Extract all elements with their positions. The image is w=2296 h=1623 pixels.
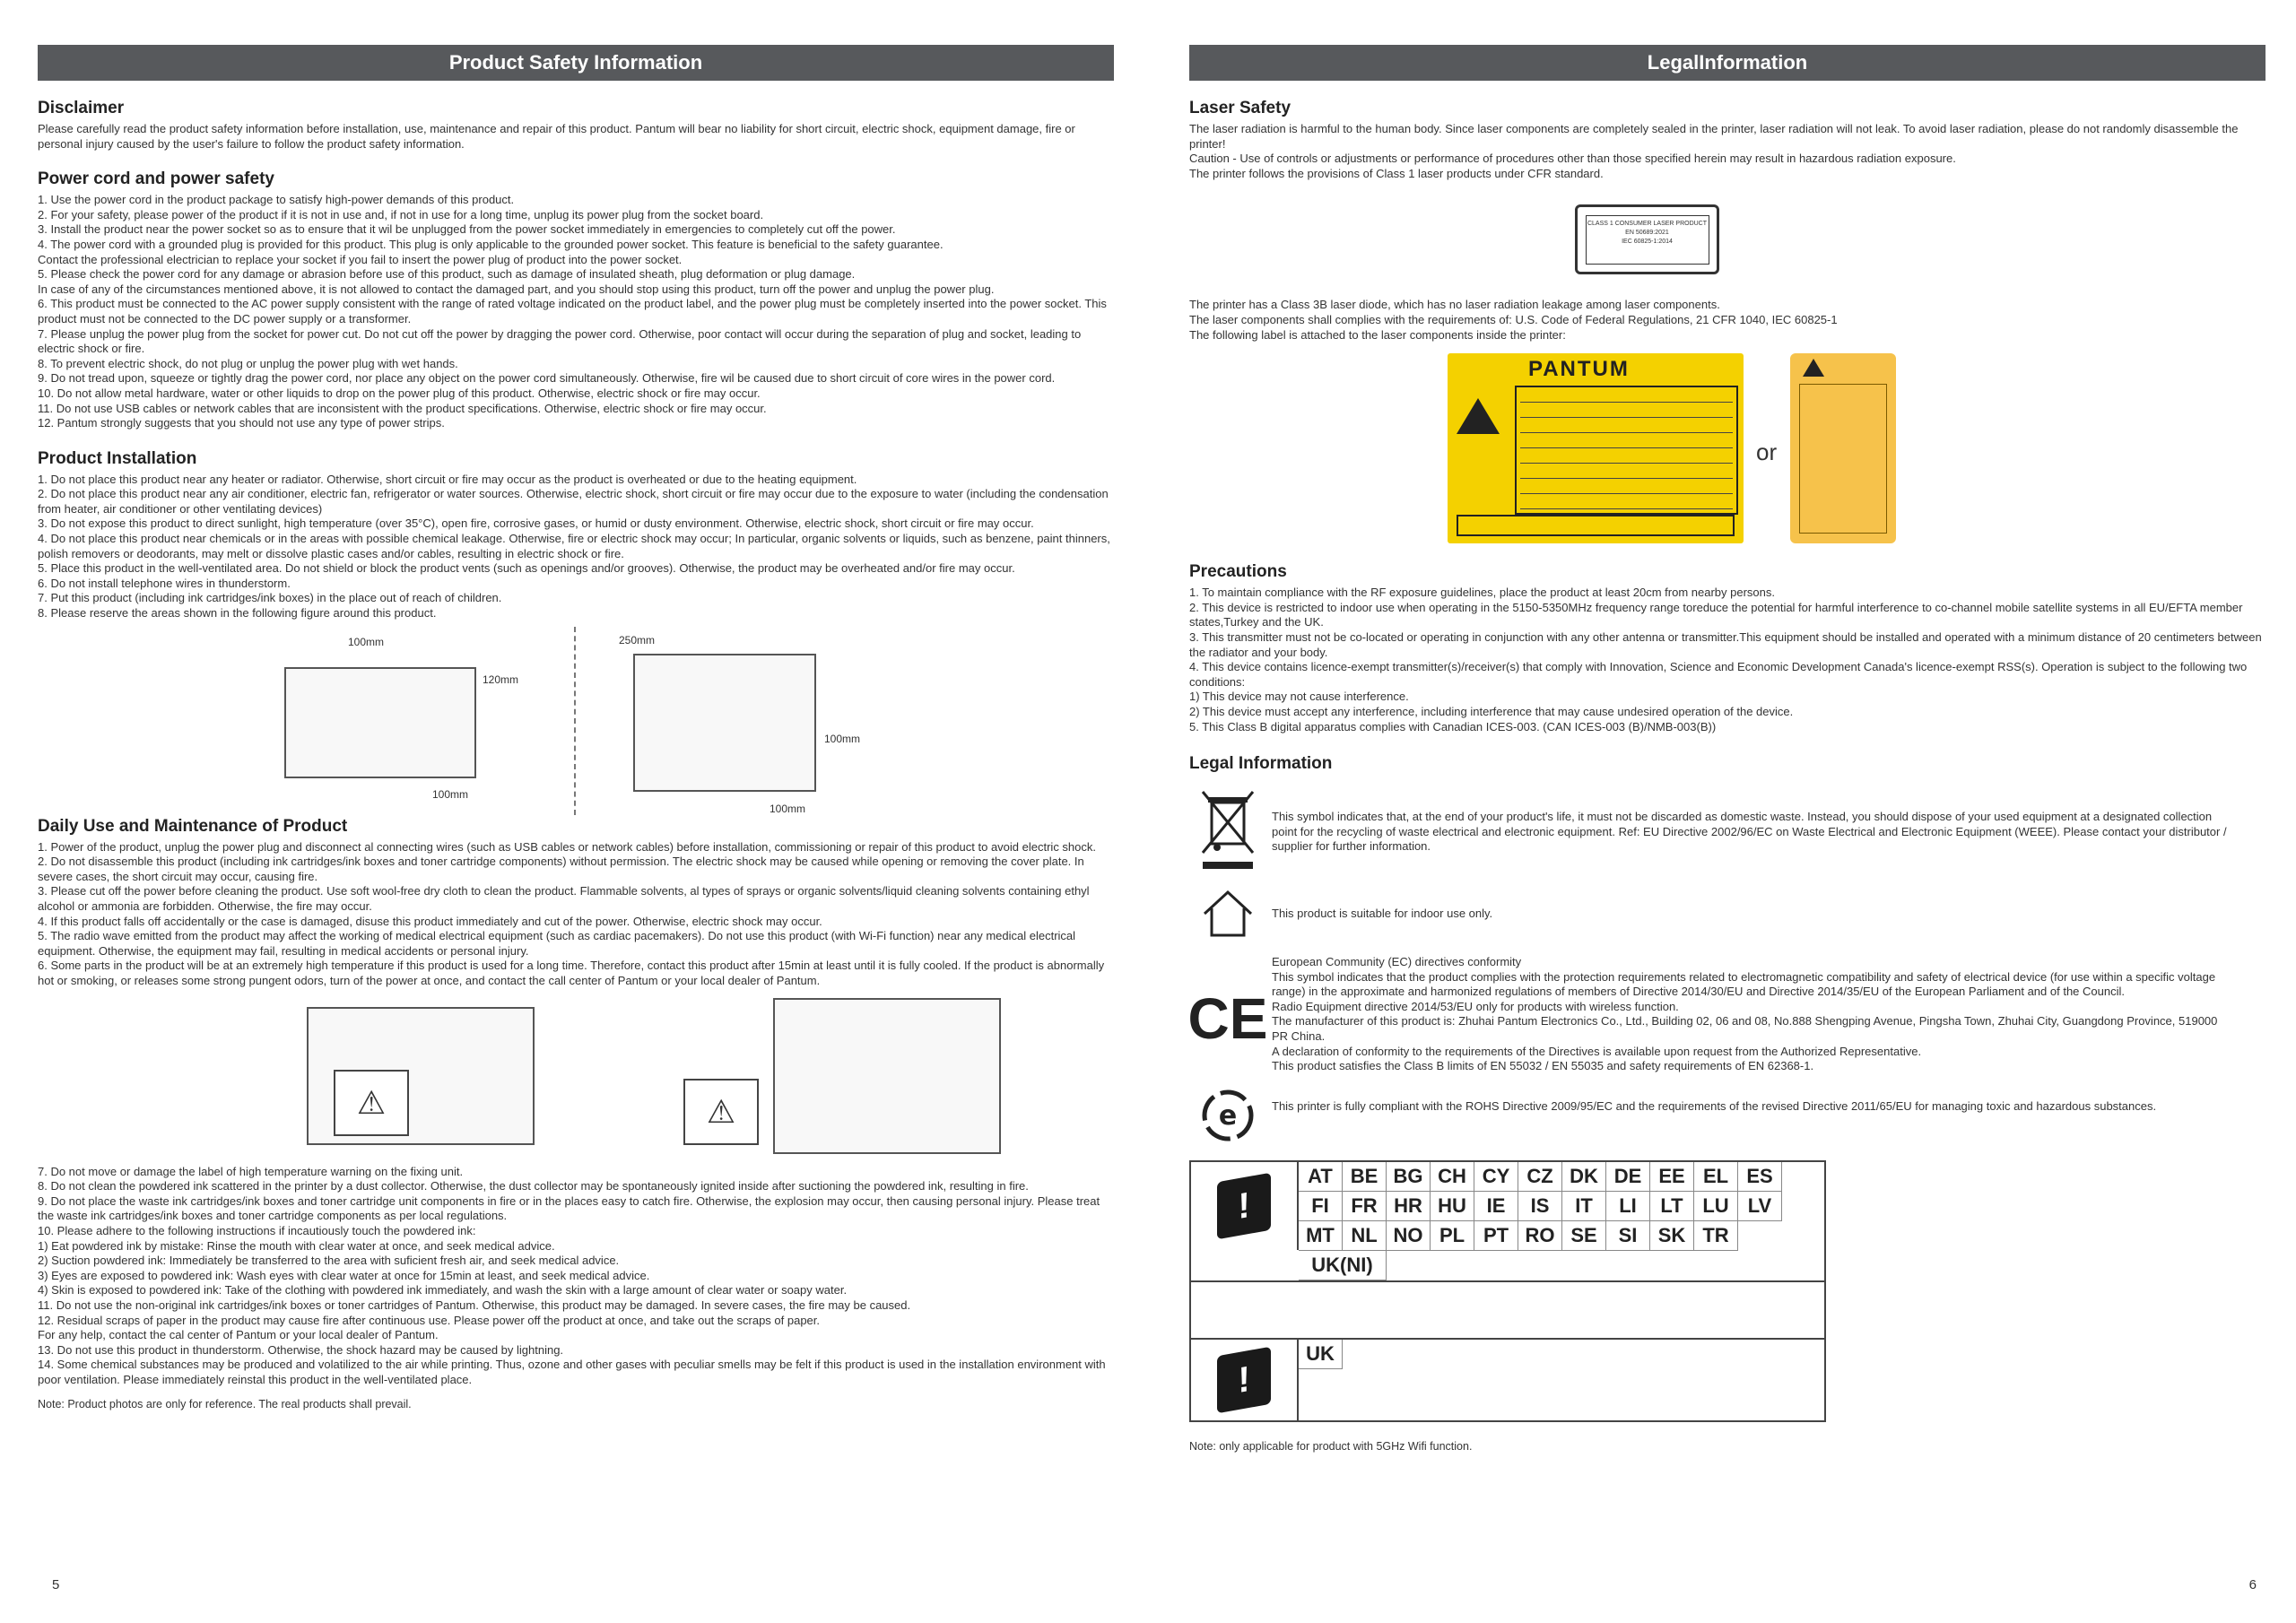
precaution-line: 4. This device contains licence-exempt transmitter(s)/receiver(s) that comply with Innovation, Science and Economic Development Canada's licence-exempt RSS(s). Operation is subject to the following two conditions: [1189,660,2248,689]
house-icon [1189,889,1266,939]
precaution-line: 5. This Class B digital apparatus complies with Canadian ICES-003. (CAN ICES-003 (B)/NMB-003(B)) [1189,719,1717,733]
country-code: HU [1431,1192,1474,1221]
clearance-figure [38,627,1114,815]
country-code: BE [1343,1162,1387,1192]
installation-line: 1. Do not place this product near any heater or radiator. Otherwise, short circuit or fire may occur as the product is overheated or due to the heating equipment. [38,472,857,486]
rohs-row [1189,1087,2266,1144]
laser-line: The printer has a Class 3B laser diode, which has no laser radiation leakage among laser components. [1189,298,1720,312]
laser-warning-label [1448,353,1744,543]
country-row-eu [1191,1162,1824,1282]
class1-label-line: IEC 60825-1:2014 [1622,238,1673,245]
laser-line: The printer follows the provisions of Class 1 laser products under CFR standard. [1189,166,1604,180]
daily-line: 5. The radio wave emitted from the product may affect the working of medical electrical equipment (such as cardiac pacemakers). Do not use this product (with Wi-Fi function) near any medical electrical equipment. Otherwise, the equipment may fail, resulting in medical accidents or personal injury. [38,929,1076,958]
power-line: 8. To prevent electric shock, do not plug or unplug the power plug with wet hands. [38,356,458,370]
ce-text [1272,955,2231,1074]
indoor-text: This product is suitable for indoor use only. [1272,907,1493,921]
daily-line: 9. Do not place the waste ink cartridges/ink boxes and toner cartridge unit components in fire or in the places easy to catch fire. Otherwise, the explosion may occur, then causing personal injury. Please treat the waste ink cartridges/ink boxes and toner cartridge components as per local regulations. [38,1193,1100,1223]
laser-title: Laser Safety [1189,99,1292,117]
wifi-note: Note: only applicable for product with 5GHz Wifi function. [1189,1439,1473,1453]
power-line: 6. This product must be connected to the AC power supply consistent with the range of rated voltage indicated on the product label, and the power plug must be completely inserted into the power socket. This product must not be connected to the DC power supply or a transformer. [38,297,1107,325]
country-table-blank-row [1191,1282,1824,1340]
country-code: LU [1694,1192,1738,1221]
daily-line: 7. Do not move or damage the label of high temperature warning on the fixing unit. [38,1164,464,1178]
printer-sketch-mfp [633,654,816,792]
laser-list [1189,122,2266,181]
ce-line: The manufacturer of this product is: Zhuhai Pantum Electronics Co., Ltd., Building 02, 06 and 08, No.888 Shengping Avenue, Pingsha Town, Zhuhai City, Guangdong Province, 519000 PR China. [1272,1014,2218,1044]
mfp-open-sketch [773,998,1001,1154]
country-code: CZ [1518,1162,1562,1192]
power-line: Contact the professional electrician to replace your socket if you fail to insert the power plug of product into the power socket. [38,252,683,266]
country-code: LV [1738,1192,1782,1221]
ce-line: Radio Equipment directive 2014/53/EU only for products with wireless function. [1272,999,1679,1013]
daily-title: Daily Use and Maintenance of Product [38,816,348,836]
power-line: In case of any of the circumstances mentioned above, it is not allowed to contact the damaged part, and you should stop using this product, turn off the power and unplug the power plug. [38,282,995,296]
precautions-list [1189,586,2266,734]
power-line: 7. Please unplug the power plug from the socket for power cut. Do not cut off the power by dragging the power cord. Otherwise, poor contact will occur during the separation of plug and socket, leading to electric shock or fire. [38,326,1082,356]
installation-list [38,473,1114,621]
precautions-title: Precautions [1189,562,1287,582]
country-codes-uk [1299,1340,1824,1420]
or-text: or [1756,438,1778,466]
country-code: DK [1562,1162,1606,1192]
country-code: LI [1606,1192,1650,1221]
ce-line: A declaration of conformity to the requirements of the Directives is available upon request from the Authorized Representative. [1272,1044,1922,1058]
dim-label: 100mm [348,635,385,648]
restriction-icon: ! [1191,1340,1299,1420]
warning-text-box [1515,386,1738,515]
restriction-icon: ! [1191,1162,1299,1250]
country-code: NO [1387,1221,1431,1251]
svg-text:e: e [1218,1099,1238,1132]
page-number: 5 [52,1577,60,1593]
daily-line: 3. Please cut off the power before cleaning the product. Use soft wool-free dry cloth to clean the product. Flammable solvents, al types of sprays or organic solvents/liquid cleaning solvents containing ethyl alcohol or ammonia are forbidden. Otherwise, the fire may occur. [38,884,1090,913]
country-code: HR [1387,1192,1431,1221]
class1-label-line: CLASS 1 CONSUMER LASER PRODUCT [1587,220,1708,227]
laser-list-2 [1189,298,2266,343]
printer-sketch-small [284,667,476,778]
daily-line: 14. Some chemical substances may be produced and volatilized to the air while printing. Thus, ozone and other gases with peculiar smells may be felt if this product is used in the installation environment with poor ventilation. Please immediately reinstal this product in the well-ventilated place. [38,1358,1106,1386]
daily-line: 3) Eyes are exposed to powdered ink: Wash eyes with clear water at once for 15min at least, and seek medical advice. [38,1268,650,1282]
disclaimer-title: Disclaimer [38,99,125,117]
warning-text-box [1799,384,1887,534]
country-code: FR [1343,1192,1387,1221]
country-code: CH [1431,1162,1474,1192]
daily-line: 4) Skin is exposed to powdered ink: Take of the clothing with powdered ink immediately, and wash the skin with a large amount of clear water or soapy water. [38,1283,848,1298]
photo-note: Note: Product photos are only for reference. The real products shall prevail. [38,1398,412,1411]
warning-triangle-icon [1803,359,1824,377]
country-code: CY [1474,1162,1518,1192]
dim-label: 250mm [619,633,656,647]
heat-warning-figure [38,989,1114,1165]
rohs-icon [1189,1087,1266,1144]
country-code: UK(NI) [1299,1251,1387,1280]
page-number: 6 [2248,1577,2257,1593]
laser-warning-labels [1189,353,2266,555]
precaution-line: 1. To maintain compliance with the RF exposure guidelines, place the product at least 20cm from nearby persons. [1189,586,1775,600]
right-page [1189,0,2266,1623]
left-page [38,0,1114,1623]
installation-line: 3. Do not expose this product to direct sunlight, high temperature (over 35°C), open fire, corrosive gases, or humid or dusty environment. Otherwise, electric shock, short circuit or fire may occur. [38,516,1034,531]
weee-row [1189,788,2266,871]
right-banner: LegalInformation [1189,45,2266,81]
daily-line: 13. Do not use this product in thunderstorm. Otherwise, the shock hazard may be caused by lightning. [38,1342,564,1357]
power-line: 11. Do not use USB cables or network cables that are inconsistent with the product specifications. Otherwise, electric shock or fire may occur. [38,401,767,415]
laser-warning-label-alt [1790,353,1896,543]
power-line: 5. Please check the power cord for any damage or abrasion before use of this product, such as damage of insulated sheath, plug deformation or plug damage. [38,267,856,282]
country-code: MT [1299,1221,1343,1251]
daily-list [38,840,1114,989]
daily-line: 4. If this product falls off accidentally or the case is damaged, disuse this product immediately and cut of the power. Otherwise, electric shock may occur. [38,914,822,928]
laser-line: The laser components shall complies with the requirements of: U.S. Code of Federal Regulations, 21 CFR 1040, IEC 60825-1 [1189,312,1838,326]
country-code: FI [1299,1192,1343,1221]
country-code: SE [1562,1221,1606,1251]
laser-hazard-icon [1457,398,1500,434]
country-code: IE [1474,1192,1518,1221]
hot-surface-icon: ⚠ [334,1070,409,1136]
country-code: PT [1474,1221,1518,1251]
installation-line: 2. Do not place this product near any air conditioner, electric fan, refrigerator or water sources. Otherwise, electric shock, short circuit or fire may occur due to the exposure to water (including the condensation from heater, air conditioner or other ventilating devices) [38,487,1109,516]
daily-line: 12. Residual scraps of paper in the product may cause fire after continuous use. Please power off the product at once, and take out the scraps of paper. [38,1313,821,1327]
ce-line: This symbol indicates that the product complies with the protection requirements related to electromagnetic compatibility and safety of electrical device (for use within a specific voltage range) in the approximate and harmonized regulations of members of Directive 2014/30/EU and Directive 2014/35/EU of the European Parliament and of the Council. [1272,969,2216,999]
precaution-line: 2. This device is restricted to indoor use when operating in the 5150-5350MHz frequency range toreduce the potential for harmful interference to co-channel mobile satellite systems in all EU/EFTA member states,Turkey and the UK. [1189,600,2243,629]
country-code: UK [1299,1340,1343,1369]
laser-line: The laser radiation is harmful to the human body. Since laser components are completely sealed in the printer, laser radiation will not leak. To avoid laser radiation, please do not randomly disassemble the printer! [1189,122,2239,151]
country-code: IS [1518,1192,1562,1221]
dim-label: 100mm [824,732,861,745]
legal-title: Legal Information [1189,754,1333,774]
country-code: AT [1299,1162,1343,1192]
dim-label: 120mm [483,673,519,686]
daily-line: 11. Do not use the non-original ink cartridges/ink boxes or toner cartridges of Pantum. Otherwise, this product may be damaged. In severe cases, the fire may be caused. [38,1298,911,1312]
power-line: 10. Do not allow metal hardware, water or other liquids to drop on the power plug of this product. Otherwise, electric shock or fire may occur. [38,386,761,400]
precaution-line: 3. This transmitter must not be co-located or operating in conjunction with any other antenna or transmitter.This equipment should be installed and operated with a minimum distance of 20 centimeters between the radiator and your body. [1189,629,2262,659]
country-code: RO [1518,1221,1562,1251]
installation-line: 7. Put this product (including ink cartridges/ink boxes) in the place out of reach of children. [38,591,502,605]
installation-line: 6. Do not install telephone wires in thunderstorm. [38,576,291,590]
country-row-uk [1191,1340,1824,1420]
country-code: BG [1387,1162,1431,1192]
power-line: 12. Pantum strongly suggests that you should not use any type of power strips. [38,416,445,430]
country-code: EE [1650,1162,1694,1192]
rohs-text: This printer is fully compliant with the ROHS Directive 2009/95/EC and the requirements of the revised Directive 2011/65/EU for managing toxic and hazardous substances. [1272,1098,2157,1113]
dim-label: 100mm [432,787,469,801]
hot-surface-icon: ⚠ [683,1079,759,1145]
pantum-logo: PANTUM [1528,357,1630,382]
country-code: PL [1431,1221,1474,1251]
daily-line: 2. Do not disassemble this product (including ink cartridges/ink boxes and toner cartridge components) without permission. The electric shock may be caused while opening or removing the cover plate. In severe cases, the short circuit may occur, causing fire. [38,855,1084,883]
daily-line: 10. Please adhere to the following instructions if incautiously touch the powdered ink: [38,1223,476,1237]
class1-label-line: EN 50689:2021 [1625,229,1669,236]
daily-line: 6. Some parts in the product will be at an extremely high temperature if this product is used for a long time. Therefore, contact this product after 15min at least until it is fully cooled. If the product is abnormally hot or smoking, or releases some strong pungent odors, turn of the power at once, and contact the call center of Pantum or your local dealer of Pantum. [38,959,1105,987]
country-code: SK [1650,1221,1694,1251]
power-title: Power cord and power safety [38,169,274,189]
ce-mark-icon: CE [1187,986,1268,1052]
crossed-bin-icon [1189,788,1266,871]
divider-line [574,627,576,815]
ce-row [1189,955,2266,1074]
ce-line: European Community (EC) directives conformity [1272,955,1522,969]
dim-label: 100mm [770,802,806,815]
country-code: SI [1606,1221,1650,1251]
country-code: DE [1606,1162,1650,1192]
daily-line: 1. Power of the product, unplug the power plug and disconnect al connecting wires (such as USB cables or network cables) before installation, commissioning or repair of this product to avoid electric shock. [38,839,1097,854]
country-table [1189,1160,1826,1422]
left-banner: Product Safety Information [38,45,1114,81]
indoor-row [1189,889,2266,939]
country-code: TR [1694,1221,1738,1251]
daily-list-continued [38,1165,1114,1388]
daily-line: 1) Eat powdered ink by mistake: Rinse the mouth with clear water at once, and seek medical advice. [38,1238,555,1253]
power-line: 3. Install the product near the power socket so as to ensure that it wil be unplugged from the power socket immediately in emergencies to completely cut off the power. [38,222,896,237]
warning-footer [1457,515,1735,536]
weee-text: This symbol indicates that, at the end of your product's life, it must not be discarded as domestic waste. Instead, you should dispose of your used equipment at a designated collection point for the recycling of waste electrical and electronic equipment. Ref: EU Directive 2002/96/EC on Waste Electrical and Electronic Equipment (WEEE). Please contact your distributor / supplier for further information. [1272,810,2227,854]
country-code: EL [1694,1162,1738,1192]
disclaimer-text: Please carefully read the product safety information before installation, use, maintenance and repair of this product. Pantum will bear no liability for short circuit, electric shock, equipment damage, fire or personal injury caused by the user's failure to follow the product safety information. [38,122,1075,151]
power-list [38,193,1114,431]
power-line: 4. The power cord with a grounded plug is provided for this product. This plug is only applicable to the grounded power socket. This feature is beneficial to the safety guarantee. [38,237,944,251]
class1-laser-label [1575,204,1719,274]
installation-line: 4. Do not place this product near chemicals or in the areas with possible chemical leakage. Otherwise, fire or electric shock may occur; In particular, organic solvents or liquids, such as benzene, paint thinners, polish removers or deodorants, may melt or dissolve plastic cases and/or cables, resulting in electric shock or fire. [38,532,1110,560]
laser-line: The following label is attached to the laser components inside the printer: [1189,327,1566,342]
country-code: LT [1650,1192,1694,1221]
laser-line: Caution - Use of controls or adjustments or performance of procedures other than those specified herein may result in hazardous radiation exposure. [1189,152,1956,166]
installation-line: 8. Please reserve the areas shown in the following figure around this product. [38,606,437,621]
power-line: 1. Use the power cord in the product package to satisfy high-power demands of this product. [38,193,515,207]
power-line: 2. For your safety, please power of the product if it is not in use and, if not in use for a long time, unplug its power plug from the socket board. [38,207,764,221]
country-code: NL [1343,1221,1387,1251]
power-line: 9. Do not tread upon, squeeze or tightly drag the power cord, nor place any object on the power cord simultaneously. Otherwise, fire wil be caused due to short circuit of core wires in the power cord. [38,371,1056,386]
daily-line: 2) Suction powdered ink: Immediately be transferred to the area with suficient fresh air, and seek medical advice. [38,1254,620,1268]
precaution-line: 2) This device must accept any interference, including interference that may cause undesired operation of the device. [1189,704,1794,718]
installation-line: 5. Place this product in the well-ventilated area. Do not shield or block the product vents (such as openings and/or grooves). Otherwise, the product may be overheated and/or fire may occur. [38,561,1015,576]
country-codes [1299,1162,1824,1280]
country-code: ES [1738,1162,1782,1192]
daily-line: 8. Do not clean the powdered ink scattered in the printer by a dust collector. Otherwise, the dust collector may be spontaneously ignited inside after suctioning the powdered ink, resulting in fire. [38,1179,1029,1193]
installation-title: Product Installation [38,448,197,468]
ce-line: This product satisfies the Class B limits of EN 55032 / EN 55035 and safety requirements of EN 62368-1. [1272,1059,1814,1073]
country-code: IT [1562,1192,1606,1221]
precaution-line: 1) This device may not cause interference. [1189,690,1409,704]
daily-line: For any help, contact the cal center of Pantum or your local dealer of Pantum. [38,1328,439,1342]
